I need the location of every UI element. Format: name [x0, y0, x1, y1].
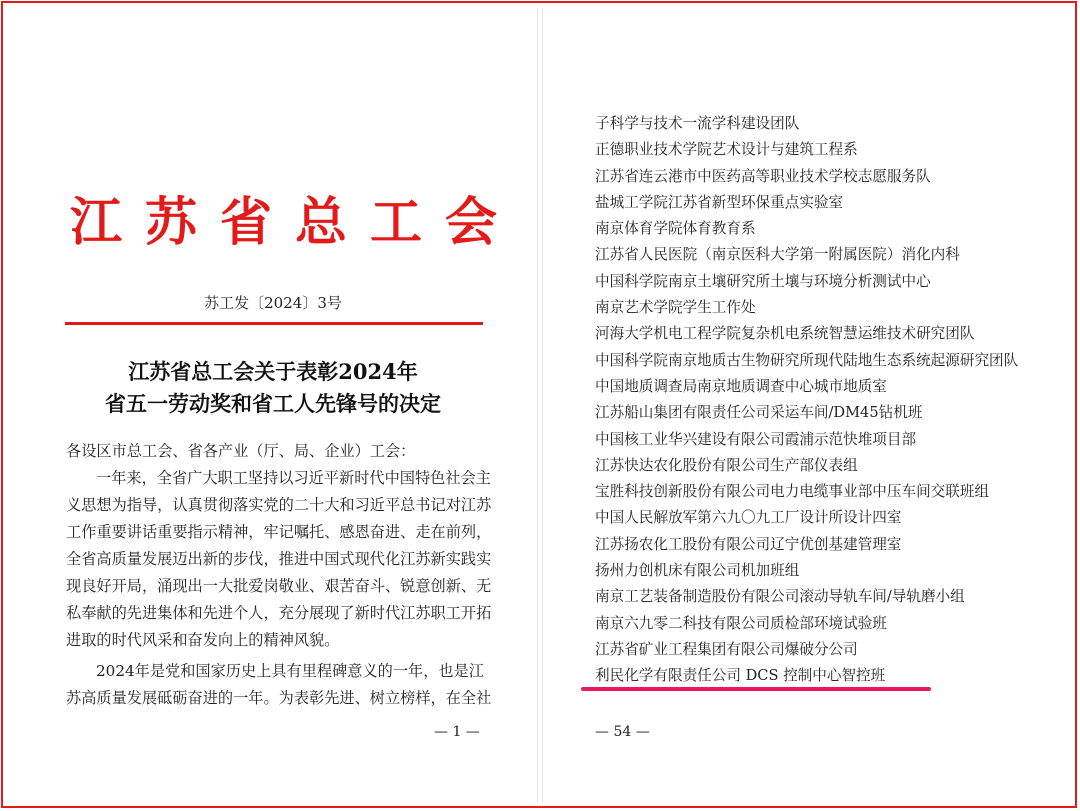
list-item: 南京体育学院体育教育系 — [595, 220, 756, 238]
document-page-right — [542, 8, 1072, 802]
document-page-left — [8, 8, 538, 802]
paragraph-line: 现良好开局，涌现出一大批爱岗敬业、艰苦奋斗、锐意创新、无 — [66, 577, 492, 595]
paragraph-line: 私奉献的先进集体和先进个人，充分展现了新时代江苏职工开拓 — [66, 604, 492, 622]
list-item: 中国核工业华兴建设有限公司霞浦示范快堆项目部 — [595, 430, 917, 448]
list-item: 正德职业技术学院艺术设计与建筑工程系 — [595, 141, 858, 159]
list-item: 中国地质调查局南京地质调查中心城市地质室 — [595, 377, 887, 395]
list-item: 盐城工学院江苏省新型环保重点实验室 — [595, 193, 844, 211]
list-item: 南京六九零二科技有限公司质检部环境试验班 — [595, 614, 887, 632]
paragraph-line: 2024年是党和国家历史上具有里程碑意义的一年，也是江 — [96, 662, 484, 680]
paragraph-line: 工作重要讲话重要指示精神，牢记嘱托、感恩奋进、走在前列， — [66, 523, 492, 541]
masthead: 江苏省总工会 — [70, 193, 521, 253]
list-item: 江苏扬农化工股份有限公司辽宁优创基建管理室 — [595, 535, 902, 553]
red-separator-line — [65, 322, 483, 325]
list-item: 扬州力创机床有限公司机加班组 — [595, 562, 800, 580]
awardee-list — [595, 111, 1018, 690]
document-title-line-2: 省五一劳动奖和省工人先锋号的决定 — [105, 391, 441, 416]
list-item: 中国科学院南京地质古生物研究所现代陆地生态系统起源研究团队 — [595, 351, 1019, 369]
list-item: 子科学与技术一流学科建设团队 — [595, 115, 800, 132]
paragraph-line: 苏高质量发展砥砺奋进的一年。为表彰先进、树立榜样，在全社 — [66, 689, 492, 707]
list-item: 江苏船山集团有限责任公司采运车间/DM45钻机班 — [595, 404, 923, 422]
paragraph-line: 进取的时代风采和奋发向上的精神风貌。 — [66, 631, 340, 649]
highlight-underline — [581, 687, 931, 691]
paragraph-line: 义思想为指导，认真贯彻落实党的二十大和习近平总书记对江苏 — [66, 496, 492, 514]
list-item: 江苏省连云港市中医药高等职业技术学校志愿服务队 — [595, 167, 931, 185]
paragraph-line: 全省高质量发展迈出新的步伐，推进中国式现代化江苏新实践实 — [66, 550, 492, 568]
list-item: 南京艺术学院学生工作处 — [595, 299, 756, 317]
page-number: — 54 — — [595, 724, 650, 740]
list-item: 中国科学院南京土壤研究所土壤与环境分析测试中心 — [595, 272, 931, 290]
document-number: 苏工发〔2024〕3号 — [204, 294, 342, 312]
list-item: 江苏省矿业工程集团有限公司爆破分公司 — [595, 640, 858, 658]
paragraph-line: 一年来，全省广大职工坚持以习近平新时代中国特色社会主 — [96, 469, 491, 487]
list-item: 中国人民解放军第六九〇九工厂设计所设计四室 — [595, 509, 902, 527]
list-item: 江苏快达农化股份有限公司生产部仪表组 — [595, 456, 858, 474]
document-title-line-1: 江苏省总工会关于表彰2024年 — [128, 359, 418, 384]
list-item: 河海大学机电工程学院复杂机电系统智慧运维技术研究团队 — [595, 325, 975, 343]
salutation: 各设区市总工会、省各产业（厅、局、企业）工会： — [66, 442, 416, 460]
highlighted-list-item: 利民化学有限责任公司 DCS 控制中心智控班 — [595, 667, 886, 685]
list-item: 南京工艺装备制造股份有限公司滚动导轨车间/导轨磨小组 — [595, 588, 965, 606]
list-item: 宝胜科技创新股份有限公司电力电缆事业部中压车间交联班组 — [595, 483, 990, 501]
page-number: — 1 — — [434, 724, 480, 740]
list-item: 江苏省人民医院（南京医科大学第一附属医院）消化内科 — [595, 246, 960, 264]
